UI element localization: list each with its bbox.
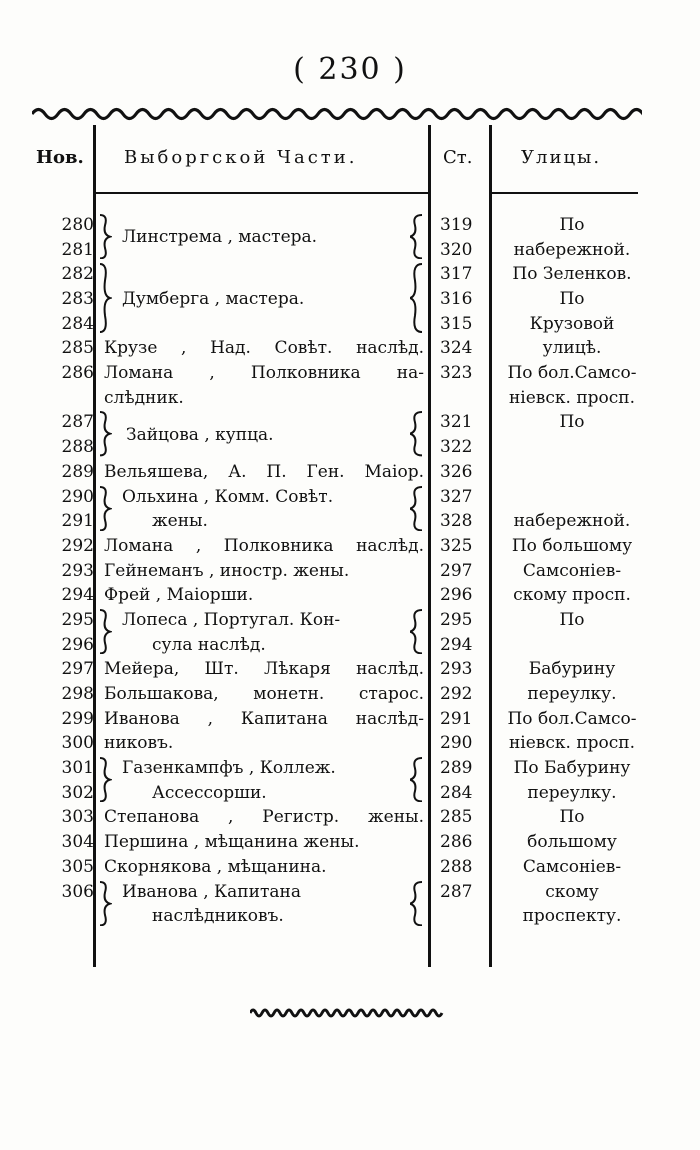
left-brace-icon: [410, 263, 424, 333]
entry-number: 297: [61, 659, 94, 680]
entry-street: По: [559, 609, 585, 630]
left-brace-icon: [410, 214, 424, 259]
entry-number: 296: [61, 634, 94, 655]
entry-page: 288: [440, 856, 473, 877]
entry-page: 316: [440, 289, 473, 310]
left-brace-icon: [410, 486, 424, 531]
header-number: Нов.: [36, 147, 84, 168]
entry-number: 291: [61, 511, 94, 532]
entry-number: 299: [61, 708, 94, 729]
entry-page: 285: [440, 807, 473, 828]
entry-number: 295: [61, 609, 94, 630]
entry-street: большому: [527, 832, 617, 853]
entry-page: 290: [440, 733, 473, 754]
entry-street: По: [559, 412, 585, 433]
entry-page: 287: [440, 881, 473, 902]
entry-number: 301: [61, 758, 94, 779]
entry-name: Вельяшева, А. П. Ген. Маіор.: [104, 461, 424, 482]
entry-street: По: [559, 215, 585, 235]
entry-street: По Зеленков.: [512, 264, 632, 285]
left-brace-icon: [410, 757, 424, 802]
entry-name: Лопеса , Португал. Кон-: [122, 609, 341, 630]
entry-page: 289: [440, 758, 473, 779]
entry-name: Линстрема , мастера.: [122, 227, 318, 248]
header-streets: Улицы.: [521, 147, 602, 168]
header-rule-streets: [492, 192, 638, 194]
entry-street: Бабурину: [528, 659, 616, 680]
entry-page: 286: [440, 832, 473, 853]
left-brace-icon: [410, 881, 424, 926]
entry-name: Думберга , мастера.: [122, 289, 305, 310]
entry-number: 283: [61, 289, 94, 310]
entry-page: 326: [440, 461, 473, 482]
entry-name: Ломана , Полковника на-: [104, 363, 424, 384]
entry-number: 302: [61, 782, 94, 803]
entry-name: Крузе , Над. Совѣт. наслѣд.: [104, 338, 424, 359]
entry-number: 289: [61, 461, 94, 482]
entry-name: Першина , мѣщанина жены.: [104, 832, 360, 853]
entry-street: Крузовой: [529, 313, 615, 334]
entry-street: По большому: [511, 535, 633, 556]
entry-street: набережной.: [513, 511, 631, 532]
entry-page: 284: [440, 782, 473, 803]
entry-page: 319: [440, 215, 473, 235]
entry-street: переулку.: [527, 684, 617, 705]
entry-street: По бол.Самсо-: [507, 363, 637, 384]
entry-name: слѣдник.: [104, 387, 184, 408]
entry-page: 291: [440, 708, 473, 729]
entry-number: 294: [61, 585, 94, 606]
entry-name: Иванова , Капитана наслѣд-: [104, 708, 424, 729]
entry-name: сула наслѣд.: [152, 634, 266, 655]
entry-page: 325: [440, 535, 473, 556]
entry-street: набережной.: [513, 239, 631, 260]
entry-number: 304: [61, 832, 94, 853]
entry-page: 317: [440, 264, 473, 285]
entry-street: скому: [545, 881, 599, 902]
entry-page: 327: [440, 486, 473, 507]
entry-page: 297: [440, 560, 473, 581]
entry-page: 293: [440, 659, 473, 680]
bottom-wavy-rule: [250, 1004, 445, 1022]
header-rule: [96, 192, 429, 194]
entry-page: 294: [440, 634, 473, 655]
entry-number: 290: [61, 486, 94, 507]
entry-name: Газенкампфъ , Коллеж.: [122, 758, 336, 779]
entry-number: 281: [61, 239, 94, 260]
entry-page: 323: [440, 363, 473, 384]
entry-number: 298: [61, 684, 94, 705]
entry-name: Зайцова , купца.: [126, 424, 274, 445]
top-wavy-rule: [32, 102, 642, 124]
entry-number: 303: [61, 807, 94, 828]
entry-page: 315: [440, 313, 473, 334]
entry-page: 322: [440, 437, 473, 458]
entry-name: никовъ.: [104, 733, 174, 754]
header-part: Выборгской Части.: [124, 147, 358, 168]
entry-name: Ассессорши.: [152, 782, 267, 803]
entry-name: жены.: [152, 511, 208, 532]
entry-page: 324: [440, 338, 473, 359]
entry-page: 321: [440, 412, 473, 433]
entry-name: Ломана , Полковника наслѣд.: [104, 535, 424, 556]
entry-number: 293: [61, 560, 94, 581]
entry-name: Степанова , Регистр. жены.: [104, 807, 424, 828]
entry-number: 305: [61, 856, 94, 877]
entry-page: 296: [440, 585, 473, 606]
entry-number: 284: [61, 313, 94, 334]
entry-street: ніевск. просп.: [508, 733, 636, 754]
right-brace-icon: [98, 263, 112, 333]
entry-street: По Бабурину: [513, 758, 631, 779]
entry-number: 282: [61, 264, 94, 285]
entry-number: 287: [61, 412, 94, 433]
entry-street: Самсоніев-: [522, 560, 622, 581]
entry-name: Ольхина , Комм. Совѣт.: [122, 486, 334, 507]
entry-number: 285: [61, 338, 94, 359]
entry-page: 295: [440, 609, 473, 630]
entry-name: Гейнеманъ , иностр. жены.: [104, 560, 350, 581]
entry-name: Скорнякова , мѣщанина.: [104, 856, 327, 877]
entry-street: ніевск. просп.: [508, 387, 636, 408]
entry-street: скому просп.: [513, 585, 631, 606]
entry-name: Мейера, Шт. Лѣкаря наслѣд.: [104, 659, 424, 680]
page-column-left-border: [428, 125, 431, 967]
entry-page: 320: [440, 239, 473, 260]
left-brace-icon: [410, 411, 424, 456]
entry-number: 306: [61, 881, 94, 902]
entry-street: улицѣ.: [542, 338, 602, 359]
entry-number: 288: [61, 437, 94, 458]
right-brace-icon: [98, 411, 112, 456]
entry-name: Фрей , Маіорши.: [104, 585, 254, 606]
entry-street: По: [559, 807, 585, 828]
entry-page: 292: [440, 684, 473, 705]
entry-street: По бол.Самсо-: [507, 708, 637, 729]
entry-street: проспекту.: [522, 906, 622, 927]
entry-street: Самсоніев-: [522, 856, 622, 877]
entry-page: 328: [440, 511, 473, 532]
entry-street: переулку.: [527, 782, 617, 803]
entry-number: 280: [61, 215, 94, 235]
entry-number: 300: [61, 733, 94, 754]
entry-number: 286: [61, 363, 94, 384]
entry-name: Большакова, монетн. старос.: [104, 684, 424, 705]
right-brace-icon: [98, 757, 112, 802]
header-page: Ст.: [443, 147, 473, 168]
left-brace-icon: [410, 609, 424, 654]
entry-name: наслѣдниковъ.: [152, 906, 284, 927]
right-brace-icon: [98, 486, 112, 531]
page-number: ( 230 ): [293, 52, 407, 87]
entry-street: По: [559, 289, 585, 310]
right-brace-icon: [98, 214, 112, 259]
right-brace-icon: [98, 609, 112, 654]
entry-name: Иванова , Капитана: [122, 881, 301, 902]
right-brace-icon: [98, 881, 112, 926]
entry-number: 292: [61, 535, 94, 556]
